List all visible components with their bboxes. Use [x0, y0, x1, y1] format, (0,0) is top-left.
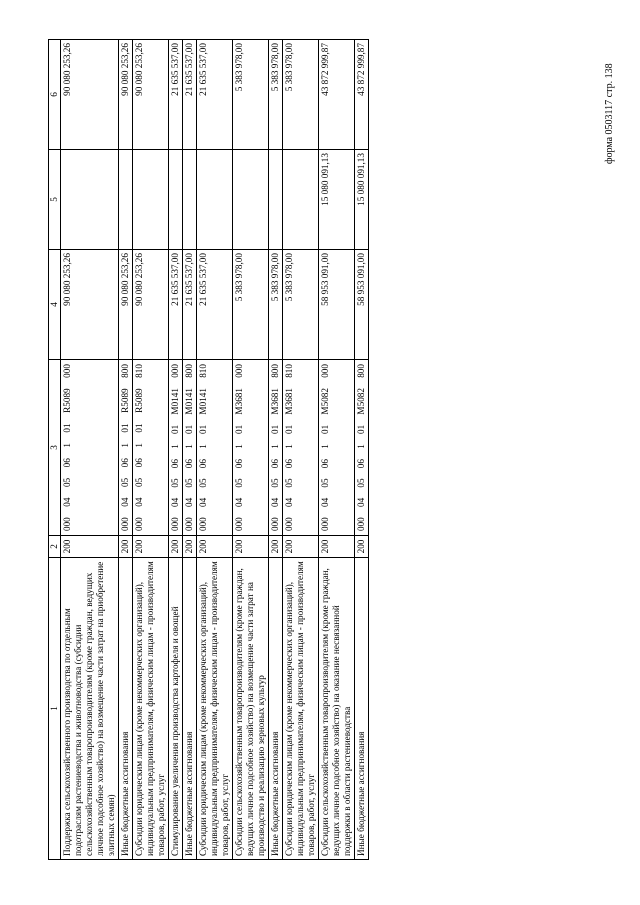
row-unexecuted: 5 383 978,00: [269, 40, 283, 150]
code-part: 04: [120, 497, 130, 507]
code-part: 01: [234, 424, 244, 434]
code-part: 06: [284, 459, 294, 469]
code-part: 01: [62, 423, 72, 433]
row-approved: 5 383 978,00: [283, 250, 319, 360]
code-part: 01: [184, 424, 194, 434]
code-part: 01: [270, 424, 280, 434]
form-page-label: форма 0503117 стр. 138: [604, 63, 615, 164]
code-part: 000: [170, 517, 180, 531]
row-executed: [169, 150, 183, 250]
code-part: M5082: [320, 388, 330, 415]
code-part: 05: [270, 478, 280, 488]
rotated-page: [48, 40, 584, 860]
code-part: 000: [62, 517, 72, 531]
row-name: Субсидии юридическим лицам (кроме некоммерческих организаций), индивидуальным предпринимателям, физическим лицам - производителям товаров, работ, услуг: [133, 558, 169, 860]
code-part: 800: [270, 364, 280, 378]
code-part: R5089: [62, 388, 72, 413]
table-row: [61, 40, 119, 860]
code-part: 000: [320, 364, 330, 378]
row-executed: [233, 150, 269, 250]
code-part: 05: [284, 478, 294, 488]
row-executed: [119, 150, 133, 250]
column-number: 6: [49, 40, 61, 150]
code-part: 000: [284, 517, 294, 531]
row-budget-code: [119, 360, 133, 536]
code-part: 800: [356, 364, 366, 378]
row-line-code: 200: [183, 536, 197, 558]
row-executed: 15 080 091,13: [319, 150, 355, 250]
table-row: [197, 40, 233, 860]
code-part: 000: [134, 517, 144, 531]
code-part: 810: [134, 364, 144, 378]
row-unexecuted: 5 383 978,00: [283, 40, 319, 150]
column-number: 2: [49, 536, 61, 558]
row-unexecuted: 21 635 537,00: [197, 40, 233, 150]
code-part: 1: [356, 444, 366, 449]
code-part: M3681: [234, 388, 244, 415]
row-line-code: 200: [169, 536, 183, 558]
row-budget-code: [319, 360, 355, 536]
row-approved: 90 080 253,26: [61, 250, 119, 360]
row-approved: 21 635 537,00: [183, 250, 197, 360]
table-row: [119, 40, 133, 860]
row-name: Иные бюджетные ассигнования: [119, 558, 133, 860]
row-name: Иные бюджетные ассигнования: [269, 558, 283, 860]
table-row: [233, 40, 269, 860]
table-row: [269, 40, 283, 860]
code-part: 1: [284, 444, 294, 449]
row-line-code: 200: [119, 536, 133, 558]
row-approved: 90 080 253,26: [119, 250, 133, 360]
table-row: [183, 40, 197, 860]
code-part: 01: [198, 424, 208, 434]
row-approved: 58 953 091,00: [319, 250, 355, 360]
code-part: 04: [234, 497, 244, 507]
column-number-row: [49, 40, 61, 860]
row-approved: 21 635 537,00: [169, 250, 183, 360]
row-name: Субсидии сельскохозяйственным товаропроизводителям (кроме граждан, ведущих личное подсобное хозяйство) на оказание несвязанной поддержки в области растениеводства: [319, 558, 355, 860]
code-part: 06: [62, 458, 72, 468]
row-unexecuted: 43 872 999,87: [319, 40, 355, 150]
code-part: 06: [134, 458, 144, 468]
row-line-code: 200: [319, 536, 355, 558]
code-part: 05: [184, 478, 194, 488]
code-part: M3681: [270, 388, 280, 415]
row-name: Поддержка сельскохозяйственного производства по отдельным подотраслям растениеводства и животноводства (субсидии сельскохозяйственным товаропроизводителям (кроме граждан, ведущих личное подсобное хозяйство) на возмещение части затрат на приобретение элитных семян): [61, 558, 119, 860]
code-part: 810: [198, 364, 208, 378]
code-part: 800: [120, 364, 130, 378]
row-budget-code: [61, 360, 119, 536]
code-part: 04: [170, 497, 180, 507]
row-budget-code: [233, 360, 269, 536]
table-row: [355, 40, 369, 860]
row-executed: [269, 150, 283, 250]
code-part: 01: [284, 424, 294, 434]
row-approved: 5 383 978,00: [269, 250, 283, 360]
code-part: 000: [120, 517, 130, 531]
table-row: [133, 40, 169, 860]
row-line-code: 200: [269, 536, 283, 558]
code-part: M0141: [198, 388, 208, 415]
code-part: 000: [356, 517, 366, 531]
code-part: 1: [62, 443, 72, 448]
row-executed: [61, 150, 119, 250]
code-part: 06: [120, 458, 130, 468]
code-part: 1: [120, 443, 130, 448]
code-part: 04: [134, 497, 144, 507]
row-budget-code: [283, 360, 319, 536]
budget-table: [48, 39, 369, 860]
code-part: M0141: [184, 388, 194, 415]
row-budget-code: [169, 360, 183, 536]
code-part: 05: [198, 478, 208, 488]
row-budget-code: [197, 360, 233, 536]
row-executed: [183, 150, 197, 250]
code-part: 000: [198, 517, 208, 531]
code-part: 04: [62, 497, 72, 507]
row-unexecuted: 21 635 537,00: [183, 40, 197, 150]
row-budget-code: [269, 360, 283, 536]
row-approved: 58 953 091,00: [355, 250, 369, 360]
code-part: 01: [356, 424, 366, 434]
code-part: 800: [184, 364, 194, 378]
code-part: 1: [234, 444, 244, 449]
code-part: 000: [170, 364, 180, 378]
code-part: 06: [234, 459, 244, 469]
code-part: 04: [184, 497, 194, 507]
row-budget-code: [183, 360, 197, 536]
code-part: 01: [134, 423, 144, 433]
code-part: 06: [270, 459, 280, 469]
code-part: M5082: [356, 388, 366, 415]
code-part: 05: [170, 478, 180, 488]
code-part: 1: [134, 443, 144, 448]
code-part: 04: [198, 497, 208, 507]
row-budget-code: [355, 360, 369, 536]
row-line-code: 200: [283, 536, 319, 558]
code-part: 06: [320, 459, 330, 469]
row-name: Иные бюджетные ассигнования: [355, 558, 369, 860]
code-part: 000: [184, 517, 194, 531]
row-name: Стимулирование увеличения производства картофеля и овощей: [169, 558, 183, 860]
row-unexecuted: 90 080 253,26: [61, 40, 119, 150]
row-executed: 15 080 091,13: [355, 150, 369, 250]
code-part: R5089: [134, 388, 144, 413]
code-part: 05: [234, 478, 244, 488]
code-part: 01: [170, 424, 180, 434]
code-part: 05: [134, 477, 144, 488]
row-name: Иные бюджетные ассигнования: [183, 558, 197, 860]
row-approved: 90 080 253,26: [133, 250, 169, 360]
code-part: 01: [120, 423, 130, 433]
code-part: 000: [234, 517, 244, 531]
code-part: 05: [356, 478, 366, 488]
column-number: 1: [49, 558, 61, 860]
code-part: 04: [284, 497, 294, 507]
code-part: M3681: [284, 388, 294, 415]
code-part: 000: [62, 364, 72, 378]
row-name: Субсидии юридическим лицам (кроме некоммерческих организаций), индивидуальным предпринимателям, физическим лицам - производителям товаров, работ, услуг: [197, 558, 233, 860]
row-line-code: 200: [133, 536, 169, 558]
row-unexecuted: 5 383 978,00: [233, 40, 269, 150]
code-part: 06: [170, 459, 180, 469]
table-row: [169, 40, 183, 860]
code-part: 05: [320, 478, 330, 488]
code-part: 1: [184, 444, 194, 449]
code-part: 06: [356, 459, 366, 469]
column-number: 3: [49, 360, 61, 536]
row-unexecuted: 21 635 537,00: [169, 40, 183, 150]
row-name: Субсидии юридическим лицам (кроме некоммерческих организаций), индивидуальным предпринимателям, физическим лицам - производителям товаров, работ, услуг: [283, 558, 319, 860]
column-number: 4: [49, 250, 61, 360]
code-part: 01: [320, 424, 330, 434]
row-line-code: 200: [197, 536, 233, 558]
row-budget-code: [133, 360, 169, 536]
row-executed: [283, 150, 319, 250]
row-unexecuted: 90 080 253,26: [133, 40, 169, 150]
code-part: 05: [62, 477, 72, 488]
code-part: R5089: [120, 388, 130, 413]
code-part: 06: [184, 459, 194, 469]
code-part: 06: [198, 459, 208, 469]
code-part: 810: [284, 364, 294, 378]
row-name: Субсидии сельскохозяйственным товаропроизводителям (кроме граждан, ведущих личное подсобное хозяйство) на возмещение части затрат на производство и реализацию зерновых культур: [233, 558, 269, 860]
row-line-code: 200: [233, 536, 269, 558]
code-part: 1: [320, 444, 330, 449]
code-part: M0141: [170, 388, 180, 415]
row-approved: 21 635 537,00: [197, 250, 233, 360]
code-part: 04: [270, 497, 280, 507]
code-part: 04: [320, 497, 330, 507]
row-unexecuted: 43 872 999,87: [355, 40, 369, 150]
row-approved: 5 383 978,00: [233, 250, 269, 360]
row-line-code: 200: [355, 536, 369, 558]
code-part: 000: [234, 364, 244, 378]
table-body: [61, 40, 369, 860]
code-part: 1: [198, 444, 208, 449]
code-part: 05: [120, 477, 130, 488]
code-part: 000: [320, 517, 330, 531]
code-part: 04: [356, 497, 366, 507]
code-part: 1: [170, 444, 180, 449]
row-executed: [197, 150, 233, 250]
column-number: 5: [49, 150, 61, 250]
table-row: [283, 40, 319, 860]
row-line-code: 200: [61, 536, 119, 558]
table-row: [319, 40, 355, 860]
row-unexecuted: 90 080 253,26: [119, 40, 133, 150]
code-part: 1: [270, 444, 280, 449]
code-part: 000: [270, 517, 280, 531]
row-executed: [133, 150, 169, 250]
